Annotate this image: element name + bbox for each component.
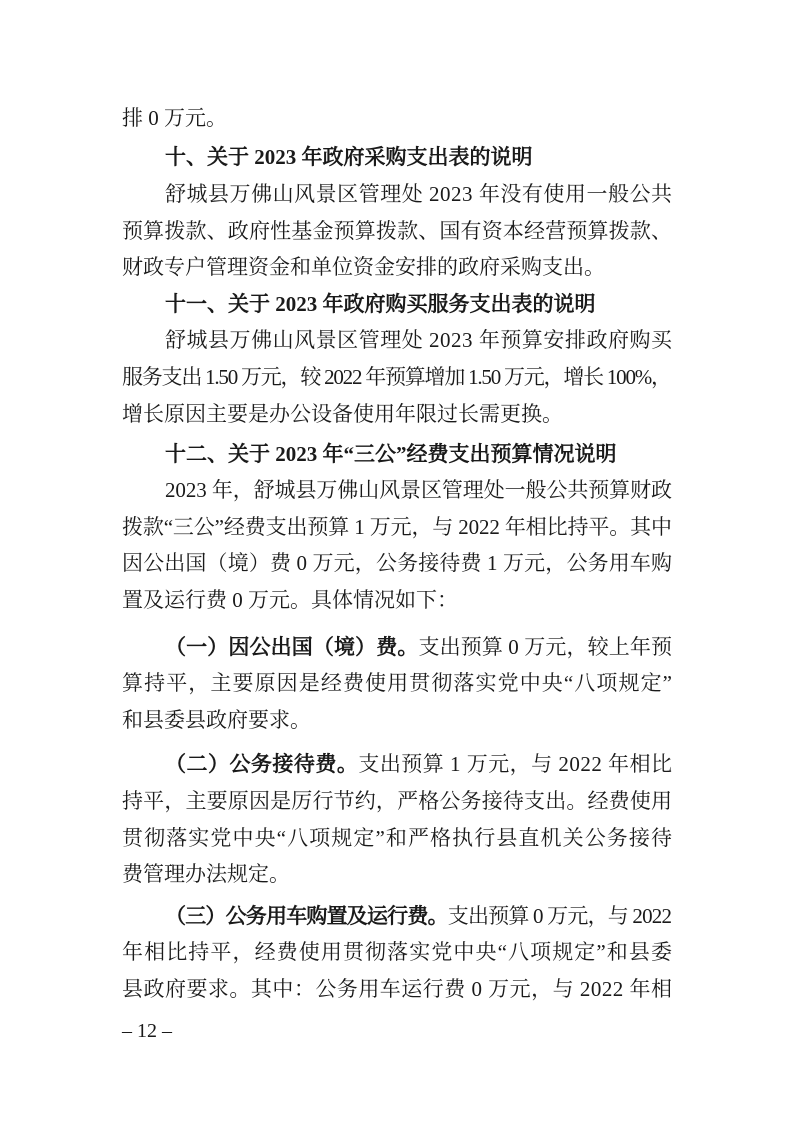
body-line: 县政府要求。其中：公务用车运行费 0 万元，与 2022 年相 [122, 976, 673, 1001]
body-line: 和县委县政府要求。 [122, 707, 311, 732]
body-line [122, 746, 672, 783]
body-line: 2023 年，舒城县万佛山风景区管理处一般公共预算财政 [165, 478, 672, 503]
body-line [122, 629, 672, 666]
subsection-paragraph [122, 898, 672, 1008]
body-line: 置及运行费 0 万元。具体情况如下： [122, 588, 458, 612]
paragraph [122, 100, 672, 137]
subsection-lead: （一）因公出国（境）费。 [165, 634, 419, 659]
subsection-lead: （二）公务接待费。 [165, 752, 359, 777]
body-text: 支出预算 0 万元，与 2022 [447, 903, 672, 928]
body-line: 因公出国（境）费 0 万元，公务接待费 1 万元，公务用车购 [122, 551, 673, 576]
body-line: 财政专户管理资金和单位资金安排的政府采购支出。 [122, 255, 605, 280]
subsection-paragraph [122, 746, 672, 892]
body-text: 支出预算 0 万元，较上年预 [418, 634, 673, 659]
body-line: 舒城县万佛山风景区管理处 2023 年没有使用一般公共 [165, 182, 673, 207]
section-heading: 十、关于 2023 年政府采购支出表的说明 [165, 145, 533, 170]
body-line: 预算拨款、政府性基金预算拨款、国有资本经营预算拨款、 [122, 218, 673, 243]
body-line: 持平，主要原因是厉行节约，严格公务接待支出。经费使用 [122, 788, 673, 813]
subsection-lead: （三）公务用车购置及运行费。 [165, 903, 448, 928]
subsection-paragraph [122, 629, 672, 739]
body-line: 排 0 万元。 [122, 105, 227, 130]
body-line: 拨款“三公”经费支出预算 1 万元，与 2022 年相比持平。其中 [122, 514, 672, 539]
body-line: 年相比持平，经费使用贯彻落实党中央“八项规定”和县委 [122, 940, 674, 965]
body-line: 增长原因主要是办公设备使用年限过长需更换。 [122, 401, 563, 426]
paragraph [122, 472, 672, 618]
body-line: 贯彻落实党中央“八项规定”和严格执行县直机关公务接待 [122, 825, 674, 850]
body-line: 费管理办法规定。 [122, 862, 290, 887]
body-line: 舒城县万佛山风景区管理处 2023 年预算安排政府购买 [165, 328, 673, 353]
body-text: 支出预算 1 万元，与 2022 年相比 [358, 752, 673, 777]
paragraph [122, 176, 672, 286]
document-body [122, 100, 672, 1008]
section-heading: 十一、关于 2023 年政府购买服务支出表的说明 [165, 291, 596, 316]
body-line [122, 898, 672, 935]
body-line: 算持平，主要原因是经费使用贯彻落实党中央“八项规定” [122, 671, 674, 696]
paragraph [122, 322, 672, 432]
body-line: 服务支出 1.50 万元，较 2022 年预算增加 1.50 万元，增长 100%， [122, 365, 671, 390]
page-number: – 12 – [122, 1020, 172, 1042]
section-heading: 十二、关于 2023 年“三公”经费支出预算情况说明 [165, 441, 617, 466]
